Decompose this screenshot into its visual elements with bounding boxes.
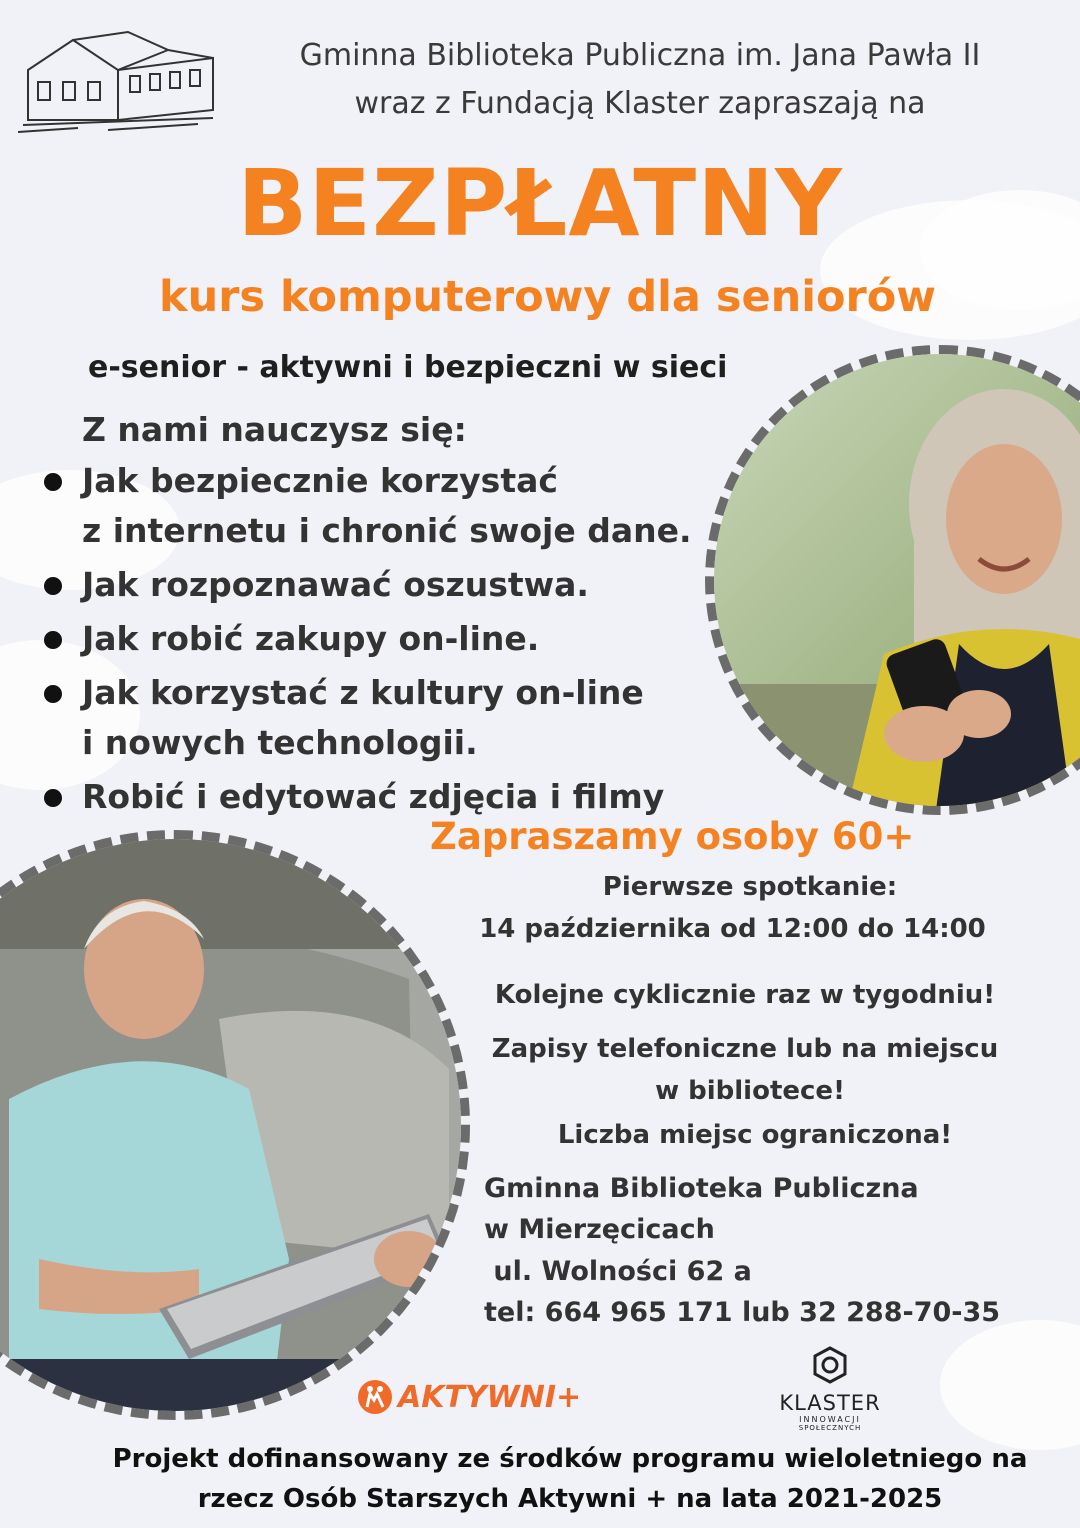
photo-woman-with-phone bbox=[705, 345, 1080, 815]
signup-line-2: w bibliotece! bbox=[655, 1076, 845, 1106]
address-line-1: Gminna Biblioteka Publiczna bbox=[484, 1173, 919, 1204]
bullet-icon bbox=[44, 685, 62, 703]
list-item: Jak bezpiecznie korzystać z internetu i chronić swoje dane. bbox=[44, 456, 704, 556]
page-title: BEZPŁATNY bbox=[237, 150, 843, 257]
man-illustration bbox=[0, 839, 470, 1420]
address-line-2: w Mierzęcicach bbox=[484, 1214, 715, 1245]
page-subtitle: kurs komputerowy dla seniorów bbox=[159, 272, 936, 322]
invite-text: Zapraszamy osoby 60+ bbox=[430, 815, 915, 858]
bullet-icon bbox=[44, 631, 62, 649]
first-meeting-date: 14 października od 12:00 do 14:00 bbox=[479, 914, 986, 944]
next-meetings: Kolejne cyklicznie raz w tygodniu! bbox=[494, 980, 996, 1010]
header-line-2: wraz z Fundacją Klaster zapraszają na bbox=[354, 86, 926, 121]
bullet-icon bbox=[44, 577, 62, 595]
tagline: e-senior - aktywni i bezpieczni w sieci bbox=[88, 350, 728, 385]
woman-illustration bbox=[714, 354, 1080, 815]
footer-line-1: Projekt dofinansowany ze środków programu wieloletniego na bbox=[112, 1444, 1028, 1474]
klaster-logo: KLASTER INNOWACJI SPOŁECZNYCH bbox=[770, 1345, 890, 1432]
aktywni-logo-icon bbox=[356, 1378, 394, 1416]
bullet-icon bbox=[44, 789, 62, 807]
aktywni-logo: AKTYWNI+ bbox=[356, 1378, 581, 1416]
address-line-3: ul. Wolności 62 a bbox=[484, 1256, 752, 1287]
library-building-sketch bbox=[18, 10, 218, 140]
learn-heading: Z nami nauczysz się: bbox=[82, 410, 467, 449]
phone-numbers: tel: 664 965 171 lub 32 288-70-35 bbox=[484, 1297, 1001, 1328]
header-line-1: Gminna Biblioteka Publiczna im. Jana Pawła II bbox=[299, 38, 981, 73]
cloud-decoration bbox=[940, 1320, 1080, 1450]
learning-list bbox=[44, 456, 704, 826]
list-item: Jak robić zakupy on-line. bbox=[44, 614, 704, 664]
footer-line-2: rzecz Osób Starszych Aktywni + na lata 2021-2025 bbox=[197, 1484, 943, 1514]
list-item: Jak korzystać z kultury on-line i nowych technologii. bbox=[44, 668, 704, 768]
photo-man-with-tablet bbox=[0, 830, 470, 1420]
klaster-logo-icon bbox=[810, 1345, 850, 1385]
first-meeting-label: Pierwsze spotkanie: bbox=[602, 872, 898, 902]
list-item: Robić i edytować zdjęcia i filmy bbox=[44, 772, 704, 822]
list-item: Jak rozpoznawać oszustwa. bbox=[44, 560, 704, 610]
bullet-icon bbox=[44, 473, 62, 491]
signup-line-3: Liczba miejsc ograniczona! bbox=[557, 1120, 953, 1150]
signup-line-1: Zapisy telefoniczne lub na miejscu bbox=[491, 1034, 999, 1064]
